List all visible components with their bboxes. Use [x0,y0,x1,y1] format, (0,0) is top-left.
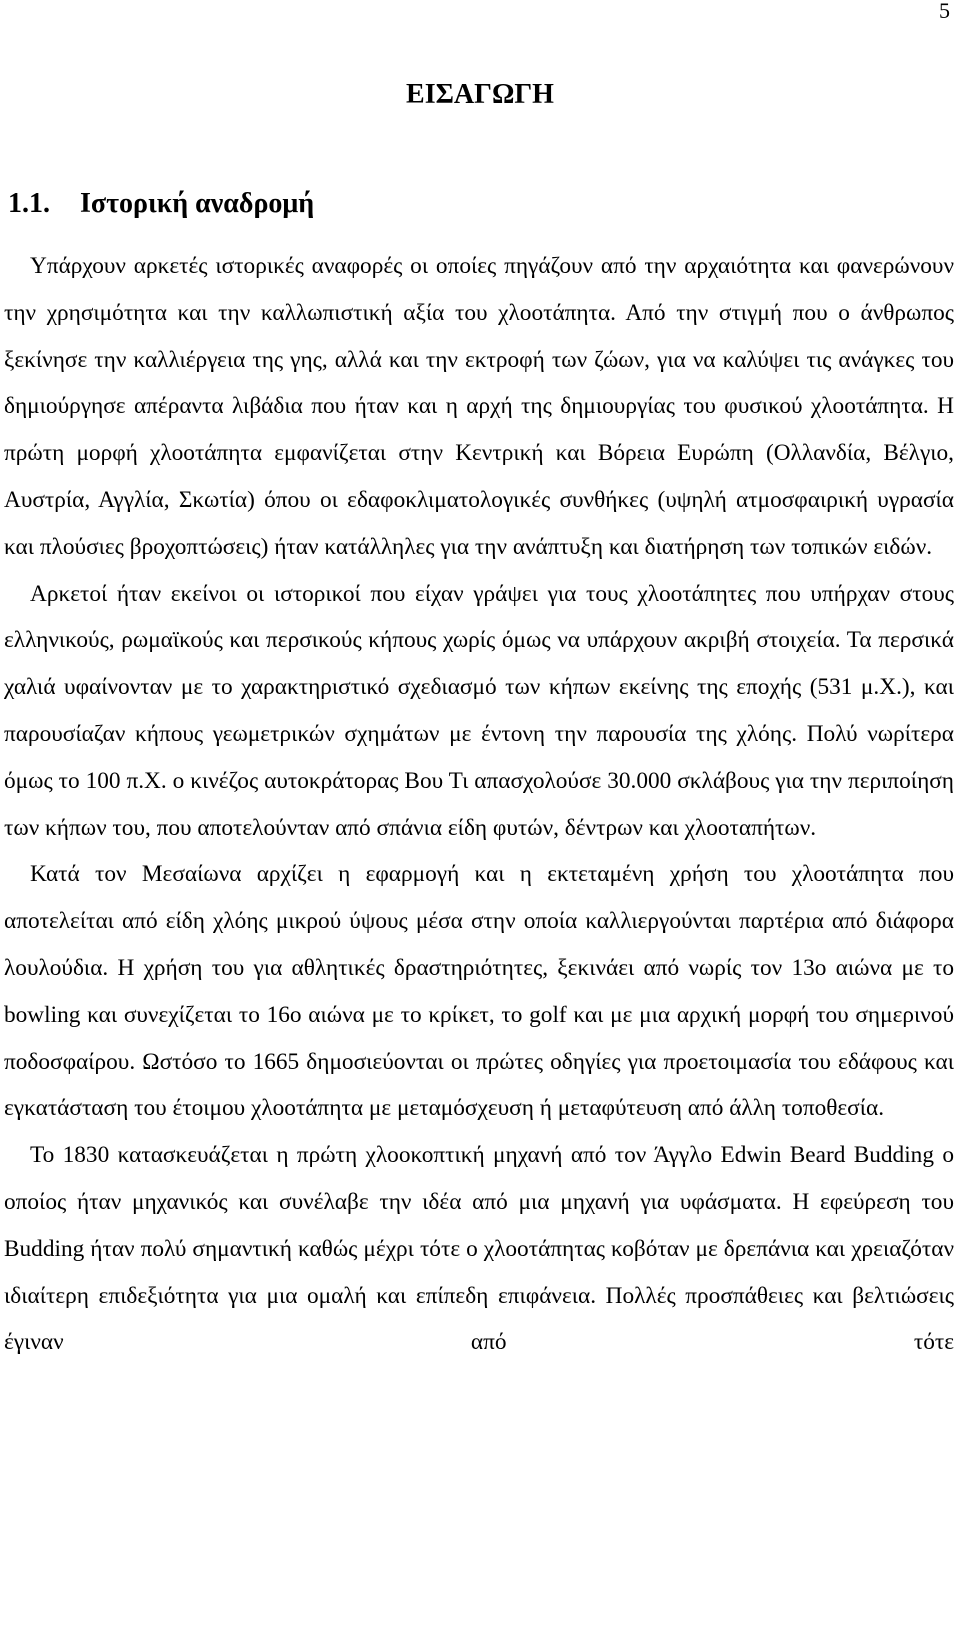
section-number: 1.1. [8,188,50,219]
chapter-title: ΕΙΣΑΓΩΓΗ [406,79,554,110]
paragraph: Το 1830 κατασκευάζεται η πρώτη χλοοκοπτική μηχανή από τον Άγγλο Edwin Beard Budding ο οποίος ήταν μηχανικός και συνέλαβε την ιδέα από μια μηχανή για υφάσματα. Η εφεύρεση του Budding ήταν πολύ σημαντική καθώς μέχρι τότε ο χλοοτάπητας κοβόταν με δρεπάνια και χρειαζόταν ιδιαίτερη επιδεξιότητα για μια ομαλή και επίπεδη επιφάνεια. Πολλές προσπάθειες και βελτιώσεις έγιναν από τότε [4,1142,954,1356]
body-text [4,243,954,1366]
page-number: 5 [939,0,950,23]
paragraph: Κατά τον Μεσαίωνα αρχίζει η εφαρμογή και η εκτεταμένη χρήση του χλοοτάπητα που αποτελείται από είδη χλόης μικρού ύψους μέσα στην οποία καλλιεργούνται παρτέρια από διάφορα λουλούδια. Η χρήση του για αθλητικές δραστηριότητες, ξεκινάει από νωρίς τον 13ο αιώνα με το bowling και συνεχίζεται το 16ο αιώνα με το κρίκετ, το golf και με μια αρχική μορφή του σημερινού ποδοσφαίρου. Ωστόσο το 1665 δημοσιεύονται οι πρώτες οδηγίες για προετοιμασία του εδάφους και εγκατάσταση του έτοιμου χλοοτάπητα με μεταμόσχευση ή μεταφύτευση από άλλη τοποθεσία. [4,861,954,1122]
paragraph: Υπάρχουν αρκετές ιστορικές αναφορές οι οποίες πηγάζουν από την αρχαιότητα και φανερώνουν την χρησιμότητα και την καλλωπιστική αξία του χλοοτάπητα. Από την στιγμή που ο άνθρωπος ξεκίνησε την καλλιέργεια της γης, αλλά και την εκτροφή των ζώων, για να καλύψει τις ανάγκες του δημιούργησε απέραντα λιβάδια που ήταν και η αρχή της δημιουργίας του φυσικού χλοοτάπητα. Η πρώτη μορφή χλοοτάπητα εμφανίζεται στην Κεντρική και Βόρεια Ευρώπη (Ολλανδία, Βέλγιο, Αυστρία, Αγγλία, Σκωτία) όπου οι εδαφοκλιματολογικές συνθήκες (υψηλή ατμοσφαιρική υγρασία και πλούσιες βροχοπτώσεις) ήταν κατάλληλες για την ανάπτυξη και διατήρηση των τοπικών ειδών. [4,253,954,560]
paragraph: Αρκετοί ήταν εκείνοι οι ιστορικοί που είχαν γράψει για τους χλοοτάπητες που υπήρχαν στους ελληνικούς, ρωμαϊκούς και περσικούς κήπους χωρίς όμως να υπάρχουν ακριβή στοιχεία. Τα περσικά χαλιά υφαίνονταν με το χαρακτηριστικό σχεδιασμό των κήπων εκείνης της εποχής (531 μ.Χ.), και παρουσίαζαν κήπους γεωμετρικών σχημάτων με έντονη την παρουσία της χλόης. Πολύ νωρίτερα όμως το 100 π.Χ. ο κινέζος αυτοκράτορας Βου Τι απασχολούσε 30.000 σκλάβους για την περιποίηση των κήπων του, που αποτελούνταν από σπάνια είδη φυτών, δέντρων και χλοοταπήτων. [4,580,954,841]
section-heading [8,187,314,221]
section-title: Ιστορική αναδρομή [80,188,315,219]
